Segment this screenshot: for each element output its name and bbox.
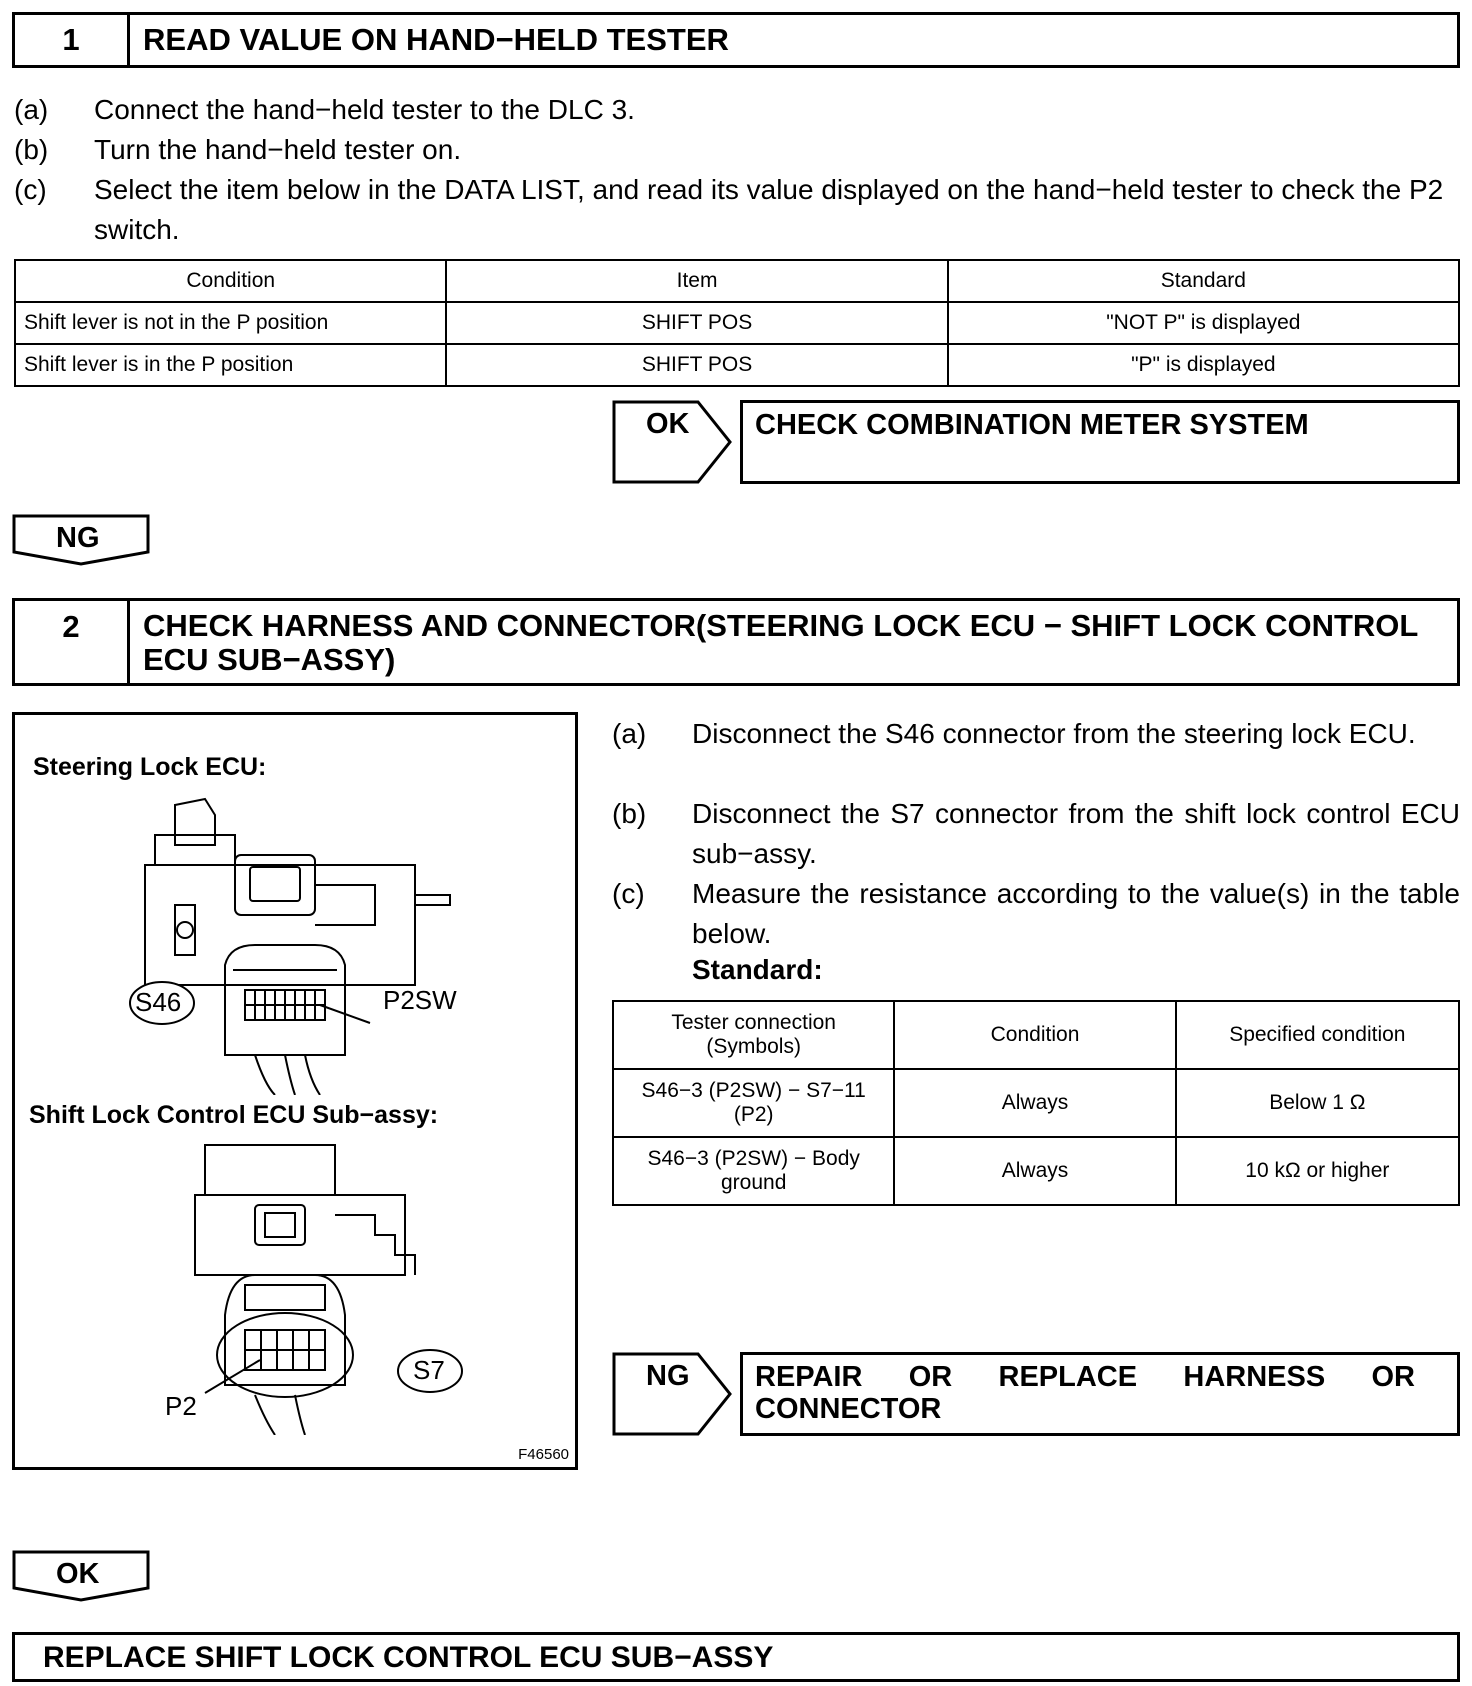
step2-resistance-table [612,1000,1460,1206]
instruction-text: Connect the hand−held tester to the DLC 3. [94,94,635,125]
final-action-box [12,1632,1460,1682]
instruction-label: (a) [612,718,647,749]
table-header: Tester connection (Symbols) [613,1001,894,1069]
step1-instruction-c [14,170,1462,250]
step2-header [12,598,1460,686]
ok-label: OK [56,1558,100,1590]
instruction-text: Select the item below in the DATA LIST, and read its value displayed on the hand−held tester to check the P2 switch. [94,174,1444,245]
table-cell: Shift lever is in the P position [15,344,446,386]
table-cell: Shift lever is not in the P position [15,302,446,344]
instruction-label: (b) [14,134,49,165]
step1-number: 1 [15,15,130,65]
p2-label: P2 [165,1391,197,1421]
ng-result-box [740,1352,1460,1436]
p2sw-label: P2SW [383,985,457,1015]
ng-label: NG [56,522,100,554]
instruction-text: Measure the resistance according to the value(s) in the table below. [692,878,1460,949]
instruction-label: (b) [612,798,647,829]
table-cell: Always [894,1137,1175,1205]
table-cell: 10 kΩ or higher [1176,1137,1459,1205]
ok-label: OK [646,408,690,440]
step2-instruction-c [612,874,1460,954]
table-cell: SHIFT POS [446,344,947,386]
step2-instruction-a [612,714,1460,794]
table-row [613,1137,1459,1205]
table-row [15,344,1459,386]
connector-figure [12,712,578,1470]
table-header: Item [446,260,947,302]
step1-title: READ VALUE ON HAND−HELD TESTER [143,22,729,57]
steering-lock-ecu-illustration [115,795,495,1095]
table-header: Standard [948,260,1459,302]
table-cell: "P" is displayed [948,344,1459,386]
table-cell: S46−3 (P2SW) − Body ground [613,1137,894,1205]
table-row [613,1069,1459,1137]
standard-label: Standard: [692,954,823,985]
table-cell: Below 1 Ω [1176,1069,1459,1137]
instruction-label: (c) [14,174,47,205]
ng-result-text: REPAIR OR REPLACE HARNESS OR CONNECTOR [755,1361,1415,1425]
s7-label: S7 [413,1355,445,1385]
step1-data-table [14,259,1460,387]
table-header: Condition [15,260,446,302]
table-cell: SHIFT POS [446,302,947,344]
instruction-label: (c) [612,878,645,909]
ng-label: NG [646,1360,690,1392]
instruction-label: (a) [14,94,49,125]
step2-instruction-b [612,794,1460,874]
table-header: Specified condition [1176,1001,1459,1069]
figure-id: F46560 [518,1446,569,1463]
table-cell: "NOT P" is displayed [948,302,1459,344]
s46-label: S46 [135,987,182,1017]
step2-title: CHECK HARNESS AND CONNECTOR(STEERING LOCK ECU − SHIFT LOCK CONTROL ECU SUB−ASSY) [143,608,1418,677]
step1-header [12,12,1460,68]
ok-result-box: CHECK COMBINATION METER SYSTEM [740,400,1460,484]
table-cell: Always [894,1069,1175,1137]
instruction-text: Turn the hand−held tester on. [94,134,462,165]
step2-number: 2 [15,601,130,683]
shift-lock-ecu-label: Shift Lock Control ECU Sub−assy: [29,1101,439,1129]
table-cell: S46−3 (P2SW) − S7−11 (P2) [613,1069,894,1137]
table-row [15,302,1459,344]
table-header-row [15,260,1459,302]
steering-lock-ecu-label: Steering Lock ECU: [33,753,267,781]
step1-instruction-b [14,130,1462,170]
step1-instruction-a [14,90,1462,130]
instruction-text: Disconnect the S46 connector from the steering lock ECU. [692,718,1416,749]
final-action-title: REPLACE SHIFT LOCK CONTROL ECU SUB−ASSY [43,1641,774,1674]
instruction-text: Disconnect the S7 connector from the shift lock control ECU sub−assy. [692,798,1460,869]
table-header: Condition [894,1001,1175,1069]
table-header-row [613,1001,1459,1069]
